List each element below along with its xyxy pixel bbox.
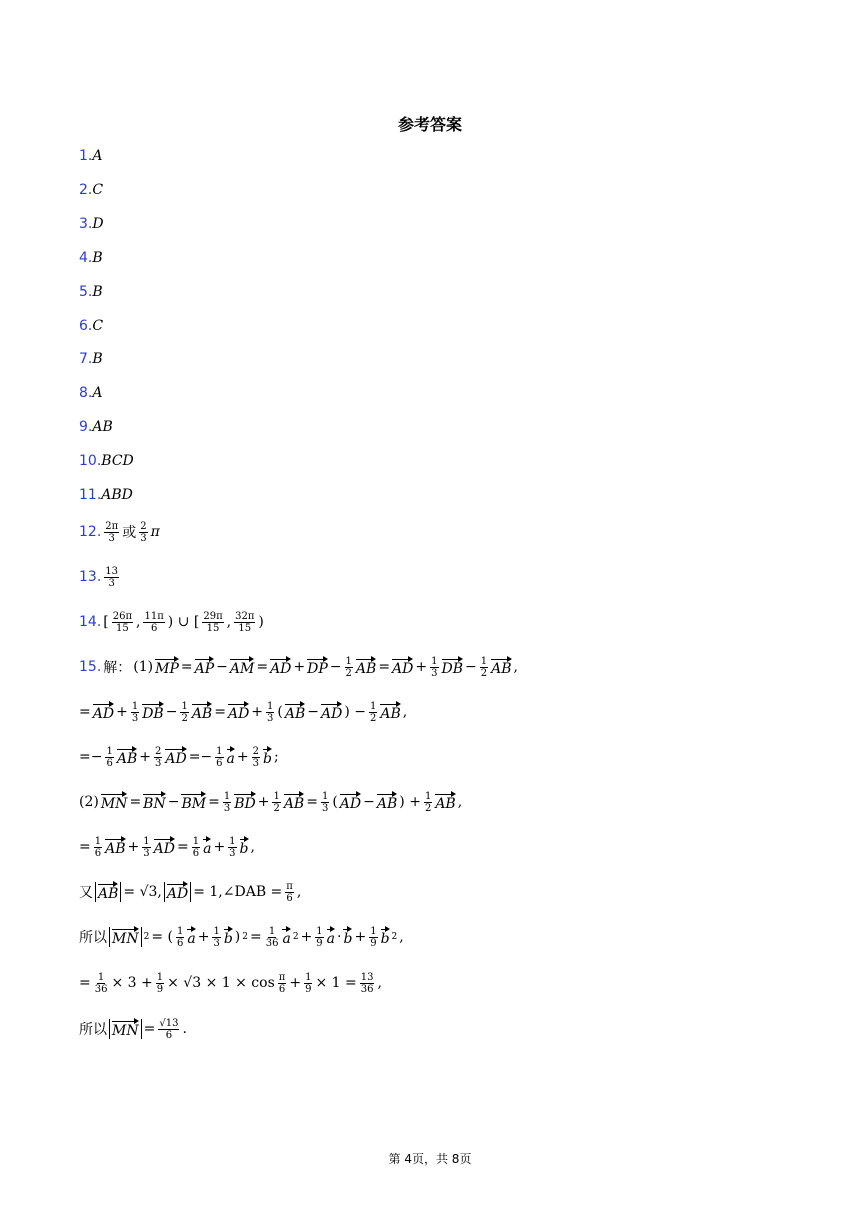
answer-1: 1.A [79,148,103,164]
solution-line-7: 所以 MN 2 = ( $\frac{1}{6}$ a + $\frac{1}{3}$ b ) 2 = $\frac{1}{36}$ a 2 + $\frac{1}{9}$ a · b + $\frac{1}{9}$ b 2 , [79,925,404,949]
solution-line-5: = $\frac{1}{6}$ AB + $\frac{1}{3}$ AD = $\frac{1}{6}$ a + $\frac{1}{3}$ b , [79,835,255,859]
answer-13: 13. $\frac{13}{3}$ [79,565,118,589]
page-title: 参考答案 [397,115,462,134]
solution-line-3: =− $\frac{1}{6}$ AB + $\frac{2}{3}$ AD =− $\frac{1}{6}$ a + $\frac{2}{3}$ b ; [79,745,279,769]
solution-line-2: = AD + $\frac{1}{3}$ DB − $\frac{1}{2}$ AB = AD + $\frac{1}{3}$ ( AB − AD ) − $\frac{1}{2}$ AB , [79,700,408,724]
answer-12: 12. $\frac{2\pi}{3}$ 或 $\frac{2}{3}$ π [79,520,160,544]
solution-line-4: (2) MN = BN − BM = $\frac{1}{3}$ BD + $\frac{1}{2}$ AB = $\frac{1}{3}$ ( AD − AB ) + $\frac{1}{2}$ AB , [79,790,463,814]
answer-11: 11.ABD [79,487,133,503]
answer-4: 4.B [79,250,103,266]
page-footer: 第 4页，共 8页 [388,1152,472,1166]
answer-6: 6.C [79,318,104,334]
answer-8: 8.A [79,385,103,401]
answer-5: 5.B [79,284,103,300]
answer-10: 10.BCD [79,453,134,469]
answer-9: 9.AB [79,419,113,435]
answer-3: 3.D [79,216,104,232]
solution-line-6: 又 AB = √3, AD = 1,∠DAB = $\frac{\pi}{6}$ , [79,880,302,904]
solution-line-1: 15. 解： (1) MP = AP − AM = AD + DP − $\frac{1}{2}$ AB = AD + $\frac{1}{3}$ DB − $\frac{1}{2}$ AB , [79,655,518,679]
answer-14: 14. [ $\frac{26\pi}{15}$ , $\frac{11\pi}{6}$ ) ∪ [ $\frac{29\pi}{15}$ , $\frac{32\pi}{15}$ ) [79,610,264,634]
answer-2: 2.C [79,182,104,198]
solution-line-9: 所以 MN = $\frac{√13}{6}$ . [79,1017,187,1041]
solution-line-8: = $\frac{1}{36}$ × 3 + $\frac{1}{9}$ × √3 × 1 × cos $\frac{\pi}{6}$ + $\frac{1}{9}$ × 1 = $\frac{13}{36}$ , [79,971,382,995]
answer-7: 7.B [79,351,103,367]
